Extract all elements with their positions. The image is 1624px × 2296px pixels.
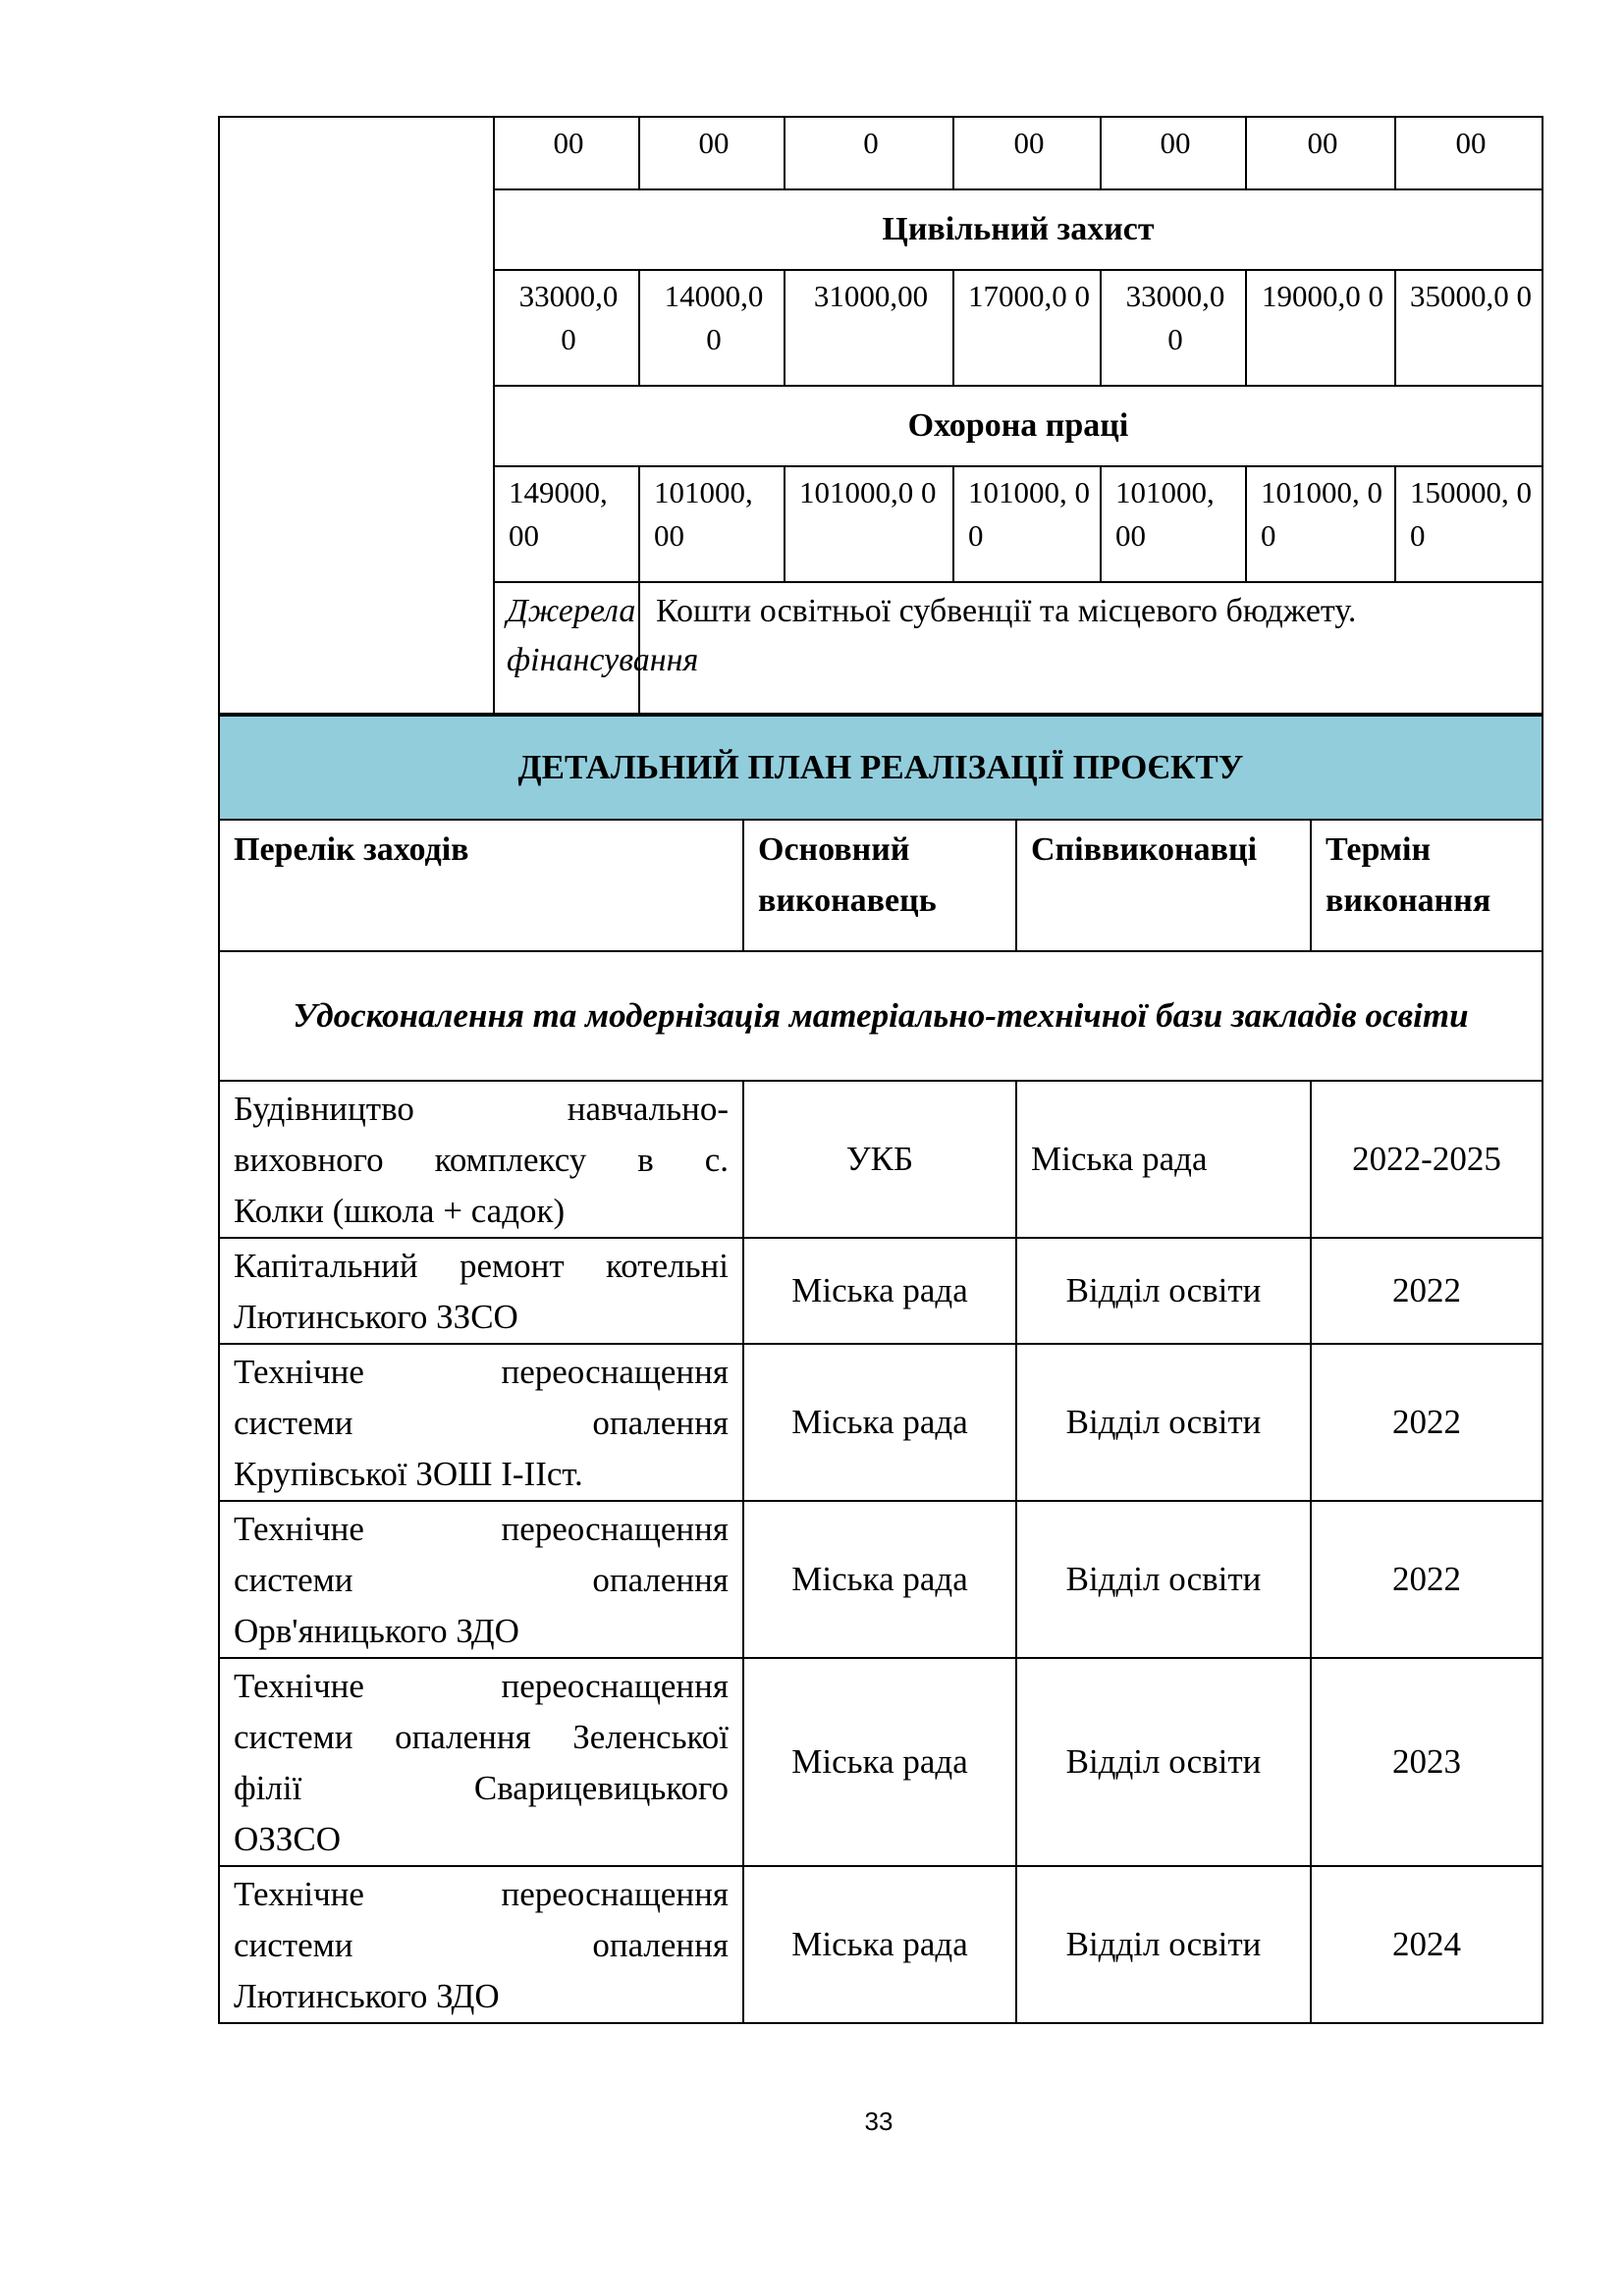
task-line: Технічне переоснащення	[234, 1667, 729, 1705]
task-line: Будівництво навчально-	[234, 1090, 729, 1128]
main-executor-cell: Міська рада	[743, 1238, 1016, 1344]
main-executor-cell: Міська рада	[743, 1344, 1016, 1501]
civil-defense-value: 33000,0 0	[494, 270, 639, 386]
funding-sources-value: Кошти освітньої субвенції та місцевого бюджету.	[639, 582, 1543, 714]
task-line: Технічне переоснащення	[234, 1353, 729, 1391]
labor-protection-value: 101000, 00	[953, 466, 1101, 582]
co-executor-cell: Міська рада	[1016, 1081, 1311, 1238]
header-deadline: Термін виконання	[1311, 820, 1543, 951]
budget-label-cell	[219, 117, 494, 714]
task-line: Орв'яницького ЗДО	[234, 1612, 519, 1650]
co-executor-cell: Відділ освіти	[1016, 1501, 1311, 1658]
task-line: виховного комплексу в с.	[234, 1141, 729, 1179]
task-line: Технічне переоснащення	[234, 1510, 729, 1548]
task-cell	[219, 1344, 743, 1501]
deadline-cell: 2024	[1311, 1866, 1543, 2023]
labor-protection-heading: Охорона праці	[494, 386, 1543, 466]
main-executor-cell: УКБ	[743, 1081, 1016, 1238]
deadline-cell: 2023	[1311, 1658, 1543, 1866]
budget-top-cell: 00	[494, 117, 639, 189]
civil-defense-value: 14000,0 0	[639, 270, 785, 386]
task-cell	[219, 1658, 743, 1866]
co-executor-cell: Відділ освіти	[1016, 1238, 1311, 1344]
deadline-cell: 2022	[1311, 1344, 1543, 1501]
deadline-cell: 2022	[1311, 1238, 1543, 1344]
deadline-cell: 2022-2025	[1311, 1081, 1543, 1238]
task-line: Капітальний ремонт котельні	[234, 1247, 729, 1285]
task-line: системи опалення	[234, 1561, 729, 1599]
task-line: ОЗЗСО	[234, 1820, 341, 1858]
budget-top-cell: 0	[785, 117, 953, 189]
plan-table	[218, 715, 1543, 2024]
page-number: 33	[864, 2107, 893, 2136]
table-row	[219, 1344, 1543, 1501]
task-cell	[219, 1866, 743, 2023]
co-executor-cell: Відділ освіти	[1016, 1344, 1311, 1501]
task-line: філії Сварицевицького	[234, 1769, 729, 1807]
labor-protection-value: 101000, 00	[1246, 466, 1395, 582]
deadline-cell: 2022	[1311, 1501, 1543, 1658]
header-main-executor: Основний виконавець	[743, 820, 1016, 951]
main-executor-cell: Міська рада	[743, 1866, 1016, 2023]
labor-protection-value: 101000, 00	[1101, 466, 1246, 582]
section-title: Удосконалення та модернізація матеріально-технічної бази закладів освіти	[219, 951, 1543, 1081]
task-line: Лютинського ЗЗСО	[234, 1298, 518, 1336]
labor-protection-value: 150000, 00	[1395, 466, 1543, 582]
budget-table	[218, 116, 1543, 715]
main-executor-cell: Міська рада	[743, 1658, 1016, 1866]
civil-defense-value: 17000,0 0	[953, 270, 1101, 386]
co-executor-cell: Відділ освіти	[1016, 1866, 1311, 2023]
civil-defense-heading: Цивільний захист	[494, 189, 1543, 270]
budget-top-cell: 00	[953, 117, 1101, 189]
table-row	[219, 1501, 1543, 1658]
budget-top-cell: 00	[1101, 117, 1246, 189]
table-row	[219, 1866, 1543, 2023]
labor-protection-value: 101000, 00	[639, 466, 785, 582]
civil-defense-value: 33000,0 0	[1101, 270, 1246, 386]
task-line: системи опалення Зеленської	[234, 1718, 729, 1756]
civil-defense-value: 19000,0 0	[1246, 270, 1395, 386]
co-executor-cell: Відділ освіти	[1016, 1658, 1311, 1866]
civil-defense-value: 31000,00	[785, 270, 953, 386]
header-measures: Перелік заходів	[219, 820, 743, 951]
main-executor-cell: Міська рада	[743, 1501, 1016, 1658]
header-co-executors: Співвиконавці	[1016, 820, 1311, 951]
labor-protection-value: 101000,0 0	[785, 466, 953, 582]
table-row	[219, 1081, 1543, 1238]
civil-defense-value: 35000,0 0	[1395, 270, 1543, 386]
task-line: Крупівської ЗОШ І-ІІст.	[234, 1455, 583, 1493]
budget-top-cell: 00	[1246, 117, 1395, 189]
task-line: системи опалення	[234, 1404, 729, 1442]
task-line: Лютинського ЗДО	[234, 1977, 500, 2015]
budget-top-cell: 00	[1395, 117, 1543, 189]
task-cell	[219, 1081, 743, 1238]
budget-top-cell: 00	[639, 117, 785, 189]
labor-protection-value: 149000, 00	[494, 466, 639, 582]
table-row	[219, 1658, 1543, 1866]
task-cell	[219, 1238, 743, 1344]
task-line: Технічне переоснащення	[234, 1875, 729, 1913]
task-line: системи опалення	[234, 1926, 729, 1964]
plan-title: ДЕТАЛЬНИЙ ПЛАН РЕАЛІЗАЦІЇ ПРОЄКТУ	[219, 716, 1543, 820]
funding-sources-label: Джерела фінансування	[494, 582, 639, 714]
task-line: Колки (школа + садок)	[234, 1192, 566, 1230]
table-row	[219, 1238, 1543, 1344]
task-cell	[219, 1501, 743, 1658]
